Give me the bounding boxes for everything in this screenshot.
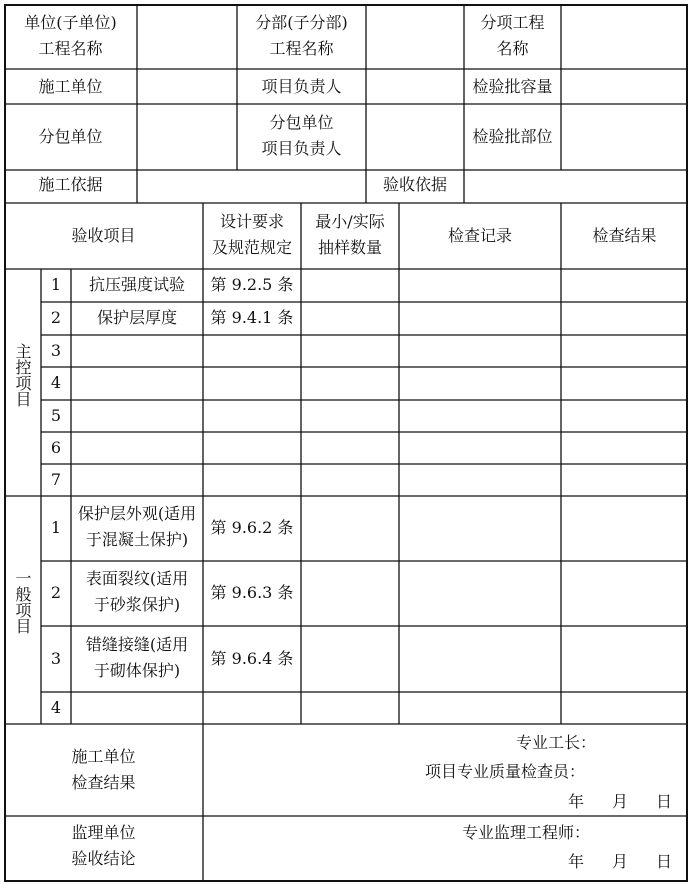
main-row-number: 2 (50, 308, 62, 327)
general-row-number: 4 (50, 698, 62, 717)
sample-count-header: 最小/实际 抽样数量 (315, 212, 385, 257)
subcontractor-label: 分包单位 (38, 127, 103, 146)
main-row-number: 7 (50, 470, 62, 489)
general-row-number: 1 (50, 518, 62, 537)
general-row-name: 表面裂纹(适用 于砂浆保护) (85, 569, 189, 614)
check-record-header: 检查记录 (447, 226, 512, 245)
subcontractor-leader-label: 分包单位 项目负责人 (261, 113, 342, 158)
general-row-clause: 第 9.6.2 条 (210, 518, 294, 537)
foreman-label: 专业工长： (516, 733, 597, 752)
date-month-label: 月 (611, 792, 628, 811)
general-row-clause: 第 9.6.3 条 (210, 583, 294, 602)
main-row-name: 抗压强度试验 (88, 275, 185, 294)
main-control-label: 主控项目 (13, 343, 32, 407)
general-row-number: 3 (50, 649, 62, 668)
inspection-lot-acceptance-form (4, 4, 688, 882)
main-row-clause: 第 9.4.1 条 (210, 308, 294, 327)
date-day-label: 日 (655, 852, 672, 871)
date-month-label: 月 (611, 852, 628, 871)
quality-inspector-label: 项目专业质量检查员： (425, 762, 586, 781)
unit-project-name-label: 单位(子单位) 工程名称 (24, 13, 117, 58)
construction-basis-label: 施工依据 (38, 175, 103, 194)
general-items-label: 一般项目 (13, 570, 32, 634)
supervisor-label: 专业监理工程师： (462, 823, 591, 842)
general-row-name: 错缝接缝(适用 于砌体保护) (85, 635, 189, 680)
date-day-label: 日 (655, 792, 672, 811)
main-row-number: 4 (50, 373, 62, 392)
main-row-clause: 第 9.2.5 条 (210, 275, 294, 294)
supervision-conclusion-label: 监理单位 验收结论 (71, 823, 136, 868)
main-row-number: 5 (50, 406, 62, 425)
construction-unit-label: 施工单位 (38, 77, 103, 96)
design-requirement-header: 设计要求 及规范规定 (211, 212, 292, 257)
general-row-number: 2 (50, 583, 62, 602)
general-row-name: 保护层外观(适用 于混凝土保护) (77, 504, 197, 549)
subitem-project-name-label: 分项工程 名称 (480, 13, 545, 58)
date-year-label: 年 (567, 792, 584, 811)
check-result-header: 检查结果 (592, 226, 657, 245)
main-row-number: 3 (50, 341, 62, 360)
acceptance-basis-label: 验收依据 (382, 175, 447, 194)
batch-location-label: 检验批部位 (472, 127, 553, 146)
construction-check-result-label: 施工单位 检查结果 (71, 747, 136, 792)
subdivision-project-name-label: 分部(子分部) 工程名称 (255, 13, 348, 58)
project-leader-label: 项目负责人 (261, 77, 342, 96)
acceptance-item-header: 验收项目 (71, 226, 136, 245)
main-row-number: 1 (50, 275, 62, 294)
general-row-clause: 第 9.6.4 条 (210, 649, 294, 668)
main-row-number: 6 (50, 438, 62, 457)
date-year-label: 年 (567, 852, 584, 871)
batch-capacity-label: 检验批容量 (472, 77, 553, 96)
main-row-name: 保护层厚度 (96, 308, 177, 327)
